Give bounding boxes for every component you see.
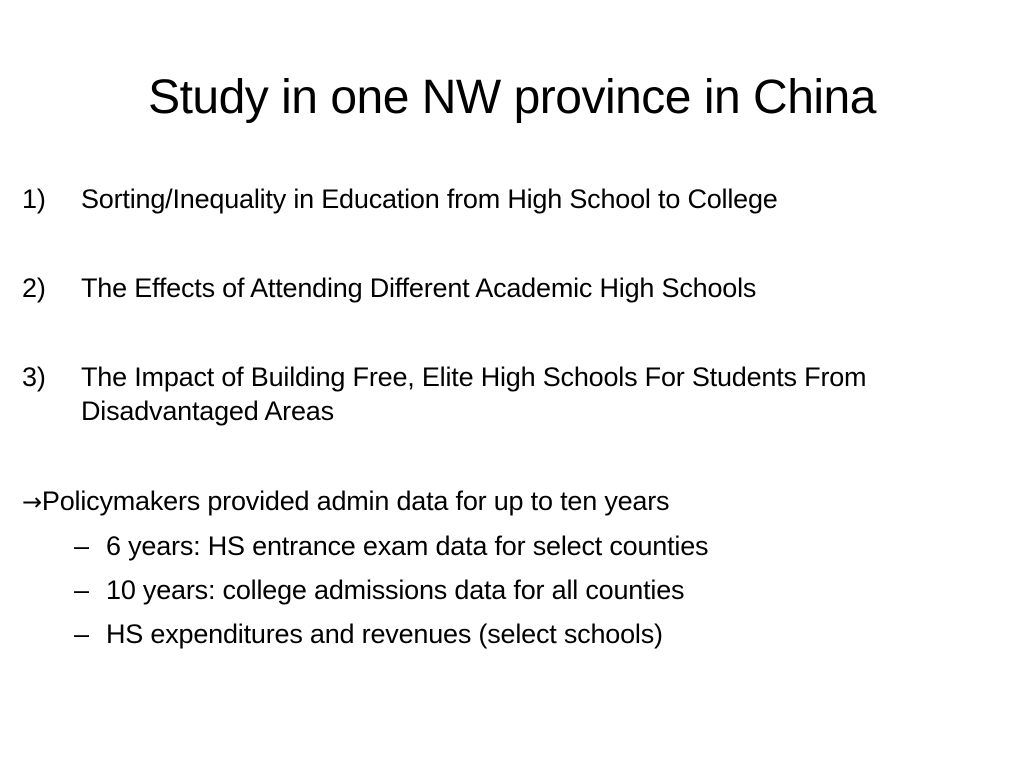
item-number: 2) — [22, 273, 46, 303]
numbered-item-3 — [22, 360, 1002, 428]
item-number: 3) — [22, 362, 46, 392]
item-number: 1) — [22, 184, 46, 214]
slide-title: Study in one NW province in China — [148, 71, 876, 124]
sub-bullet-2 — [74, 573, 684, 607]
numbered-item-1 — [22, 182, 1002, 216]
item-text: The Effects of Attending Different Academic High Schools — [81, 273, 757, 303]
dash-bullet-icon: – — [74, 531, 89, 561]
item-text: The Impact of Building Free, Elite High Schools For Students From Disadvantaged Areas — [81, 362, 867, 426]
numbered-item-2 — [22, 271, 1002, 305]
arrow-right-icon: → — [22, 488, 42, 516]
sub-bullet-text: 10 years: college admissions data for all counties — [106, 575, 685, 605]
sub-bullet-3 — [74, 617, 663, 651]
sub-bullet-1 — [74, 529, 708, 563]
policymakers-bullet — [22, 484, 669, 519]
dash-bullet-icon: – — [74, 575, 89, 605]
sub-bullet-text: 6 years: HS entrance exam data for select counties — [106, 531, 709, 561]
item-text: Sorting/Inequality in Education from High School to College — [81, 184, 778, 214]
sub-bullet-text: HS expenditures and revenues (select schools) — [106, 619, 663, 649]
dash-bullet-icon: – — [74, 619, 89, 649]
bullet-text: Policymakers provided admin data for up to ten years — [41, 486, 670, 516]
